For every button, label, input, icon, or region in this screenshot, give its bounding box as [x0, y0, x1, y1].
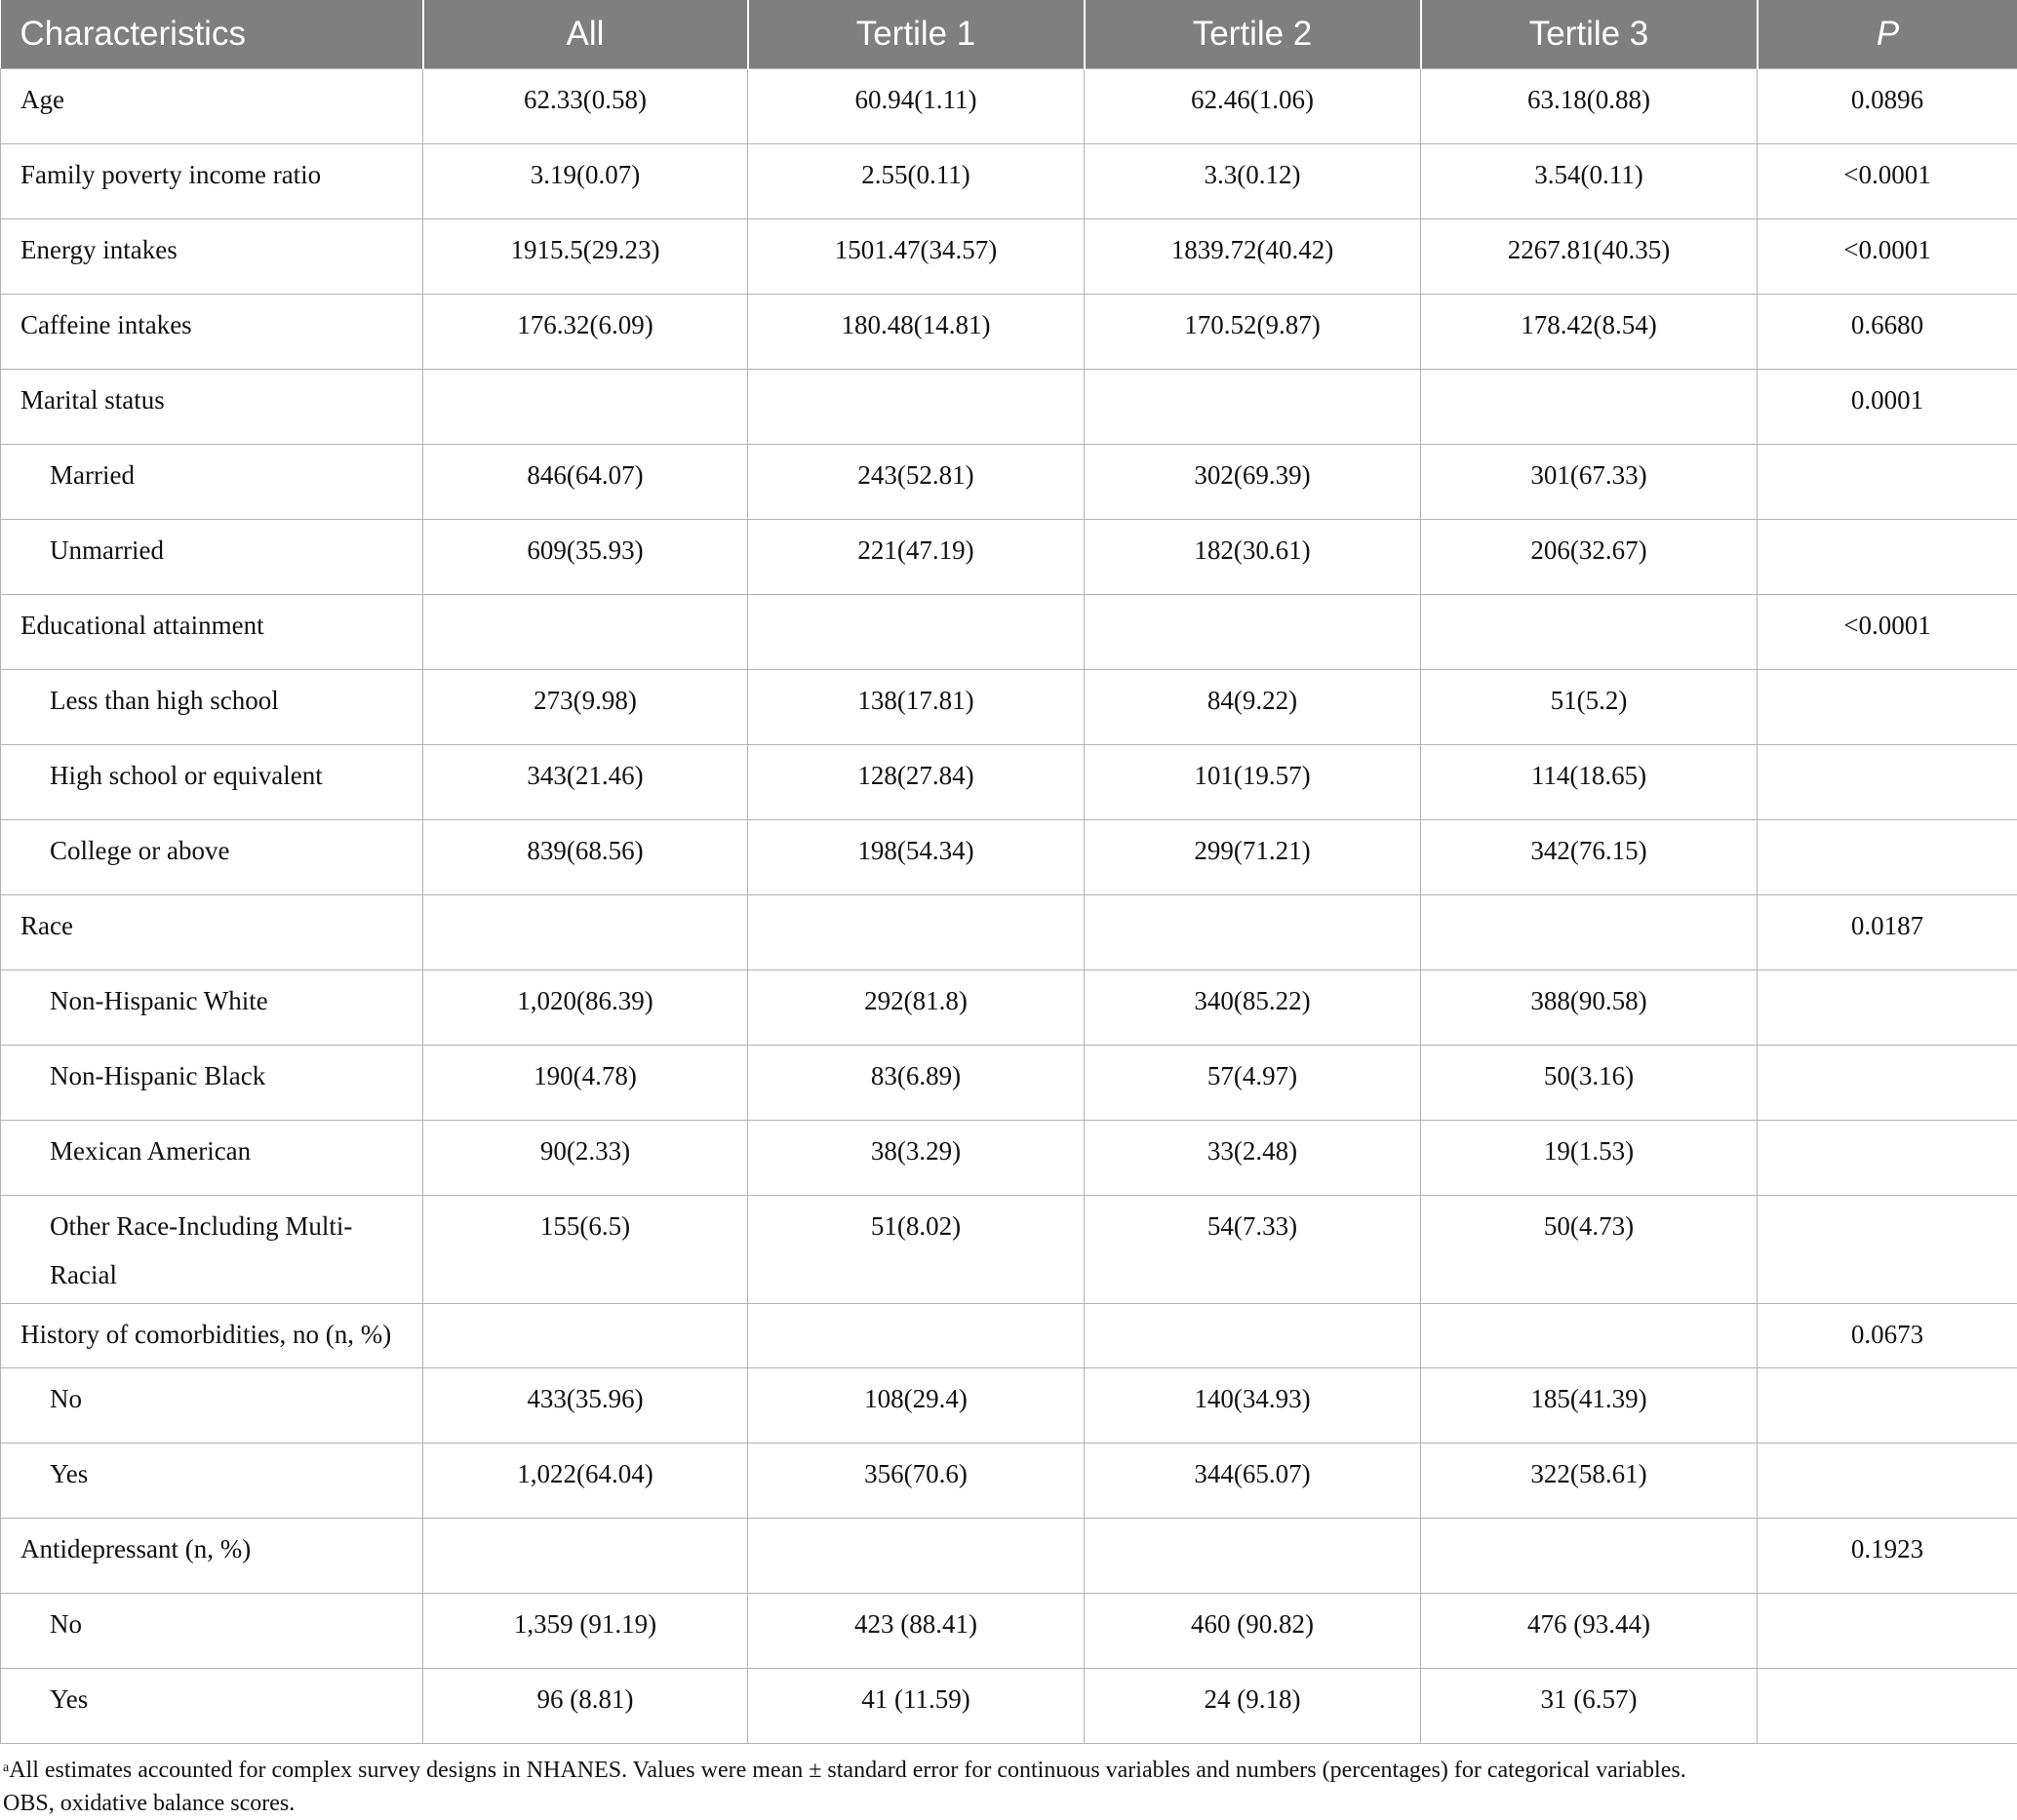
cell-p-value: 0.0896 — [1758, 69, 2017, 144]
cell-tertile-3: 3.54(0.11) — [1421, 144, 1758, 219]
table-body — [1, 69, 2017, 1744]
cell-tertile-2: 3.3(0.12) — [1085, 144, 1421, 219]
cell-tertile-3 — [1421, 895, 1758, 970]
cell-tertile-3: 2267.81(40.35) — [1421, 219, 1758, 295]
cell-tertile-2: 54(7.33) — [1085, 1196, 1421, 1304]
row-label: No — [1, 1368, 423, 1444]
cell-all — [423, 1304, 748, 1368]
cell-tertile-1 — [748, 1304, 1085, 1368]
cell-tertile-3: 301(67.33) — [1421, 445, 1758, 520]
cell-tertile-1: 198(54.34) — [748, 820, 1085, 895]
row-label: Other Race-Including Multi-Racial — [1, 1196, 423, 1304]
footnote-marker: a — [3, 1761, 9, 1775]
cell-p-value — [1758, 1121, 2017, 1196]
row-label: Non-Hispanic White — [1, 970, 423, 1046]
table-row — [1, 1304, 2017, 1368]
cell-p-value — [1758, 1046, 2017, 1121]
cell-tertile-3 — [1421, 1519, 1758, 1594]
cell-tertile-1: 60.94(1.11) — [748, 69, 1085, 144]
row-label: Married — [1, 445, 423, 520]
cell-p-value: <0.0001 — [1758, 144, 2017, 219]
header-p-value: P — [1758, 0, 2017, 69]
row-label: Marital status — [1, 370, 423, 445]
cell-tertile-2: 33(2.48) — [1085, 1121, 1421, 1196]
cell-tertile-3 — [1421, 1304, 1758, 1368]
cell-tertile-2 — [1085, 370, 1421, 445]
table-row — [1, 745, 2017, 820]
cell-all — [423, 595, 748, 670]
cell-all — [423, 895, 748, 970]
table-row — [1, 520, 2017, 595]
header-tertile-1: Tertile 1 — [748, 0, 1085, 69]
table-row — [1, 295, 2017, 370]
cell-tertile-3: 476 (93.44) — [1421, 1594, 1758, 1669]
cell-all — [423, 370, 748, 445]
cell-p-value — [1758, 1368, 2017, 1444]
cell-tertile-1: 1501.47(34.57) — [748, 219, 1085, 295]
cell-tertile-1 — [748, 1519, 1085, 1594]
row-label: High school or equivalent — [1, 745, 423, 820]
cell-tertile-2: 182(30.61) — [1085, 520, 1421, 595]
cell-tertile-2: 340(85.22) — [1085, 970, 1421, 1046]
cell-tertile-3: 388(90.58) — [1421, 970, 1758, 1046]
row-label: Energy intakes — [1, 219, 423, 295]
cell-p-value — [1758, 1594, 2017, 1669]
cell-p-value: 0.0001 — [1758, 370, 2017, 445]
cell-tertile-3: 63.18(0.88) — [1421, 69, 1758, 144]
cell-p-value — [1758, 670, 2017, 745]
cell-all: 1,359 (91.19) — [423, 1594, 748, 1669]
table-row — [1, 1046, 2017, 1121]
table-row — [1, 595, 2017, 670]
row-label: History of comorbidities, no (n, %) — [1, 1304, 423, 1368]
row-label: Race — [1, 895, 423, 970]
cell-tertile-2 — [1085, 895, 1421, 970]
cell-all: 609(35.93) — [423, 520, 748, 595]
footnote-1 — [0, 1754, 2017, 1787]
cell-tertile-1: 51(8.02) — [748, 1196, 1085, 1304]
cell-tertile-3: 322(58.61) — [1421, 1444, 1758, 1519]
cell-all: 190(4.78) — [423, 1046, 748, 1121]
table-row — [1, 1444, 2017, 1519]
cell-tertile-2: 460 (90.82) — [1085, 1594, 1421, 1669]
header-tertile-2: Tertile 2 — [1085, 0, 1421, 69]
cell-p-value: 0.0673 — [1758, 1304, 2017, 1368]
row-label: Yes — [1, 1444, 423, 1519]
cell-all: 176.32(6.09) — [423, 295, 748, 370]
cell-all: 433(35.96) — [423, 1368, 748, 1444]
cell-p-value — [1758, 520, 2017, 595]
cell-p-value — [1758, 970, 2017, 1046]
cell-all: 62.33(0.58) — [423, 69, 748, 144]
table-row — [1, 370, 2017, 445]
footnote-1-text: All estimates accounted for complex survey designs in NHANES. Values were mean ± standard error for continuous variables and numbers (percentages) for categorical variables. — [9, 1758, 1685, 1783]
cell-tertile-3 — [1421, 370, 1758, 445]
cell-tertile-3: 206(32.67) — [1421, 520, 1758, 595]
row-label: College or above — [1, 820, 423, 895]
cell-all: 1,022(64.04) — [423, 1444, 748, 1519]
cell-tertile-2: 24 (9.18) — [1085, 1669, 1421, 1744]
table-row — [1, 1594, 2017, 1669]
cell-tertile-2: 101(19.57) — [1085, 745, 1421, 820]
cell-tertile-3: 114(18.65) — [1421, 745, 1758, 820]
cell-tertile-1: 38(3.29) — [748, 1121, 1085, 1196]
cell-all: 3.19(0.07) — [423, 144, 748, 219]
cell-tertile-3: 50(3.16) — [1421, 1046, 1758, 1121]
table-row — [1, 219, 2017, 295]
table-row — [1, 1368, 2017, 1444]
row-label: Non-Hispanic Black — [1, 1046, 423, 1121]
cell-tertile-3: 342(76.15) — [1421, 820, 1758, 895]
cell-tertile-1: 83(6.89) — [748, 1046, 1085, 1121]
table-row — [1, 1519, 2017, 1594]
cell-tertile-1: 41 (11.59) — [748, 1669, 1085, 1744]
cell-tertile-1: 292(81.8) — [748, 970, 1085, 1046]
table-row — [1, 1196, 2017, 1304]
cell-tertile-2: 140(34.93) — [1085, 1368, 1421, 1444]
cell-tertile-3: 51(5.2) — [1421, 670, 1758, 745]
header-row — [1, 0, 2017, 69]
header-characteristics: Characteristics — [1, 0, 423, 69]
cell-p-value — [1758, 1669, 2017, 1744]
header-all: All — [423, 0, 748, 69]
row-label: Age — [1, 69, 423, 144]
row-label: Yes — [1, 1669, 423, 1744]
cell-tertile-2: 84(9.22) — [1085, 670, 1421, 745]
cell-all: 273(9.98) — [423, 670, 748, 745]
cell-tertile-2: 299(71.21) — [1085, 820, 1421, 895]
cell-tertile-3 — [1421, 595, 1758, 670]
cell-all: 839(68.56) — [423, 820, 748, 895]
cell-tertile-3: 19(1.53) — [1421, 1121, 1758, 1196]
cell-tertile-3: 185(41.39) — [1421, 1368, 1758, 1444]
cell-tertile-1: 356(70.6) — [748, 1444, 1085, 1519]
cell-tertile-1: 138(17.81) — [748, 670, 1085, 745]
cell-tertile-2: 170.52(9.87) — [1085, 295, 1421, 370]
cell-p-value — [1758, 445, 2017, 520]
cell-tertile-2 — [1085, 1304, 1421, 1368]
table-row — [1, 820, 2017, 895]
cell-all: 1915.5(29.23) — [423, 219, 748, 295]
table-row — [1, 445, 2017, 520]
cell-tertile-1 — [748, 595, 1085, 670]
row-label: Family poverty income ratio — [1, 144, 423, 219]
header-tertile-3: Tertile 3 — [1421, 0, 1758, 69]
cell-tertile-2: 1839.72(40.42) — [1085, 219, 1421, 295]
cell-all: 343(21.46) — [423, 745, 748, 820]
footnote-2: OBS, oxidative balance scores. — [0, 1787, 2017, 1820]
row-label: No — [1, 1594, 423, 1669]
cell-tertile-2: 62.46(1.06) — [1085, 69, 1421, 144]
row-label: Mexican American — [1, 1121, 423, 1196]
cell-p-value: 0.6680 — [1758, 295, 2017, 370]
cell-p-value: <0.0001 — [1758, 219, 2017, 295]
table-row — [1, 144, 2017, 219]
cell-all: 96 (8.81) — [423, 1669, 748, 1744]
row-label: Caffeine intakes — [1, 295, 423, 370]
table-row — [1, 670, 2017, 745]
cell-p-value — [1758, 1196, 2017, 1304]
table-header — [1, 0, 2017, 69]
cell-tertile-1: 423 (88.41) — [748, 1594, 1085, 1669]
cell-tertile-1 — [748, 895, 1085, 970]
cell-all: 90(2.33) — [423, 1121, 748, 1196]
cell-tertile-1 — [748, 370, 1085, 445]
cell-tertile-1: 221(47.19) — [748, 520, 1085, 595]
cell-p-value: <0.0001 — [1758, 595, 2017, 670]
cell-tertile-1: 243(52.81) — [748, 445, 1085, 520]
row-label: Unmarried — [1, 520, 423, 595]
cell-tertile-1: 180.48(14.81) — [748, 295, 1085, 370]
table-row — [1, 895, 2017, 970]
cell-all: 846(64.07) — [423, 445, 748, 520]
cell-p-value — [1758, 820, 2017, 895]
cell-tertile-3: 31 (6.57) — [1421, 1669, 1758, 1744]
cell-tertile-1: 108(29.4) — [748, 1368, 1085, 1444]
cell-tertile-2: 344(65.07) — [1085, 1444, 1421, 1519]
table-row — [1, 69, 2017, 144]
cell-tertile-2: 57(4.97) — [1085, 1046, 1421, 1121]
cell-tertile-3: 50(4.73) — [1421, 1196, 1758, 1304]
table-row — [1, 970, 2017, 1046]
cell-tertile-1: 2.55(0.11) — [748, 144, 1085, 219]
table-row — [1, 1669, 2017, 1744]
row-label: Antidepressant (n, %) — [1, 1519, 423, 1594]
cell-p-value: 0.0187 — [1758, 895, 2017, 970]
cell-tertile-2 — [1085, 595, 1421, 670]
cell-all: 155(6.5) — [423, 1196, 748, 1304]
cell-p-value: 0.1923 — [1758, 1519, 2017, 1594]
cell-tertile-1: 128(27.84) — [748, 745, 1085, 820]
cell-all: 1,020(86.39) — [423, 970, 748, 1046]
cell-tertile-2 — [1085, 1519, 1421, 1594]
row-label: Less than high school — [1, 670, 423, 745]
table-row — [1, 1121, 2017, 1196]
cell-tertile-2: 302(69.39) — [1085, 445, 1421, 520]
cell-p-value — [1758, 1444, 2017, 1519]
cell-p-value — [1758, 745, 2017, 820]
cell-all — [423, 1519, 748, 1594]
row-label: Educational attainment — [1, 595, 423, 670]
cell-tertile-3: 178.42(8.54) — [1421, 295, 1758, 370]
